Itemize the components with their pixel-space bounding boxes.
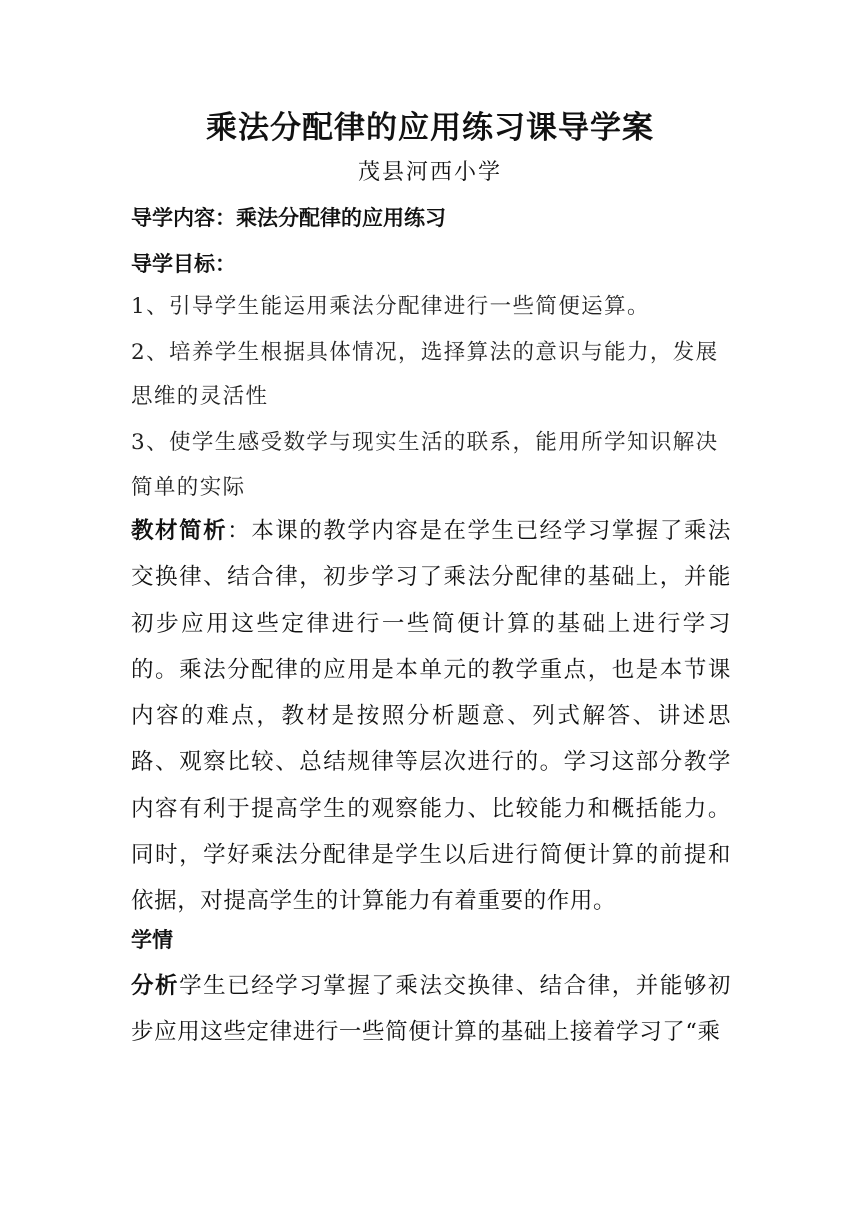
analysis-text: ：本课的教学内容是在学生已经学习掌握了乘法交换律、结合律，初步学习了乘法分配律的基础上，并能初步应用这些定律进行一些简便计算的基础上进行学习的。乘法分配律的应用是本单元的教学重点，也是本节课内容的难点，教材是按照分析题意、列式解答、讲述思路、观察比较、总结规律等层次进行的。学习这部分教学内容有利于提高学生的观察能力、比较能力和概括能力。同时，学好乘法分配律是学生以后进行简便计算的前提和依据，对提高学生的计算能力有着重要的作用。	[131, 518, 731, 915]
situation-text: 学生已经学习掌握了乘法交换律、结合律，并能够初步应用这些定律进行一些简便计算的基础上接着学习了“乘	[131, 973, 731, 1046]
content-value: 乘法分配律的应用练习	[236, 206, 446, 230]
analysis-label: 教材简析	[131, 518, 228, 544]
goal-line-3: 思维的灵活性	[131, 384, 269, 409]
school-name: 茂县河西小学	[357, 160, 502, 185]
content-line	[131, 195, 731, 241]
goals-heading	[131, 241, 731, 287]
situation-heading	[131, 917, 731, 963]
goal-line-5: 简单的实际	[131, 475, 246, 500]
goal-line-1: 1、引导学生能运用乘法分配律进行一些简便运算。	[131, 294, 650, 319]
situation-analysis-label: 分析	[131, 973, 180, 999]
analysis-paragraph	[131, 508, 731, 925]
situation-label: 学情	[131, 928, 173, 952]
goal-line-4: 3、使学生感受数学与现实生活的联系，能用所学知识解决	[131, 430, 719, 455]
goals-label: 导学目标：	[131, 252, 236, 276]
document-title: 乘法分配律的应用练习课导学案	[206, 110, 654, 146]
goal-line-2: 2、培养学生根据具体情况，选择算法的意识与能力，发展	[131, 340, 719, 365]
situation-paragraph	[131, 963, 731, 1056]
content-label: 导学内容：	[131, 206, 236, 230]
